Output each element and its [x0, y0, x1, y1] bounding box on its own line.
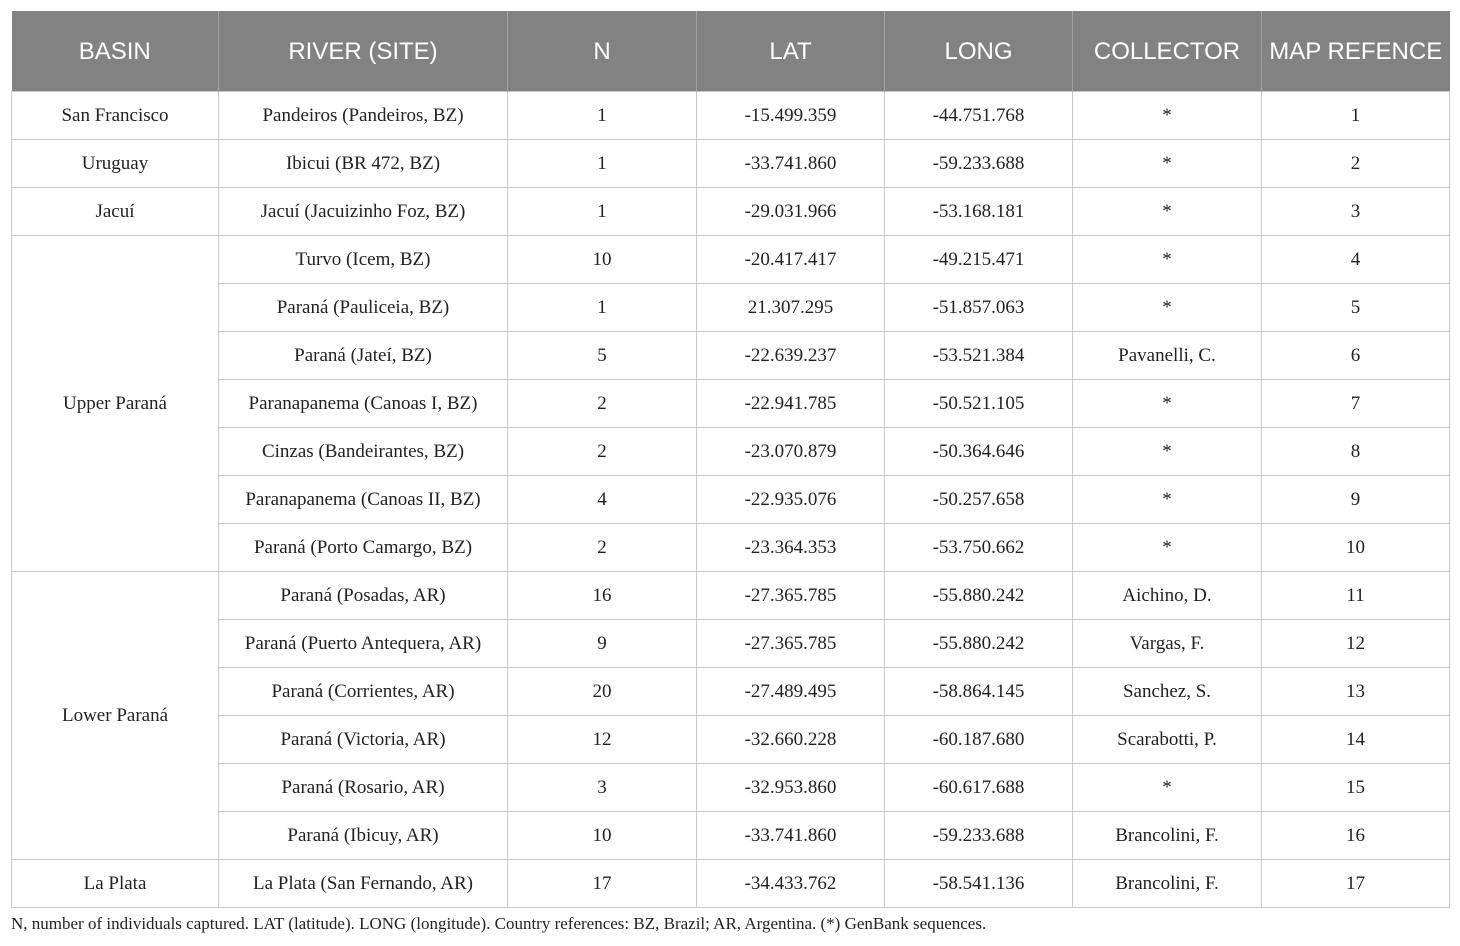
table-row — [12, 812, 1450, 860]
collector-cell: Pavanelli, C. — [1073, 332, 1262, 380]
map-reference-cell: 8 — [1262, 428, 1450, 476]
collector-cell: * — [1073, 236, 1262, 284]
long-cell: -55.880.242 — [885, 620, 1073, 668]
basin-cell: Uruguay — [12, 140, 219, 188]
long-cell: -50.257.658 — [885, 476, 1073, 524]
long-cell: -50.364.646 — [885, 428, 1073, 476]
collector-cell: Vargas, F. — [1073, 620, 1262, 668]
map-reference-cell: 14 — [1262, 716, 1450, 764]
long-cell: -51.857.063 — [885, 284, 1073, 332]
basin-cell: San Francisco — [12, 92, 219, 140]
long-cell: -53.168.181 — [885, 188, 1073, 236]
table-row — [12, 140, 1450, 188]
long-cell: -60.617.688 — [885, 764, 1073, 812]
n-cell: 10 — [508, 812, 697, 860]
river-site-cell: Paraná (Jateí, BZ) — [219, 332, 508, 380]
n-cell: 3 — [508, 764, 697, 812]
table-row — [12, 764, 1450, 812]
n-cell: 10 — [508, 236, 697, 284]
table-body — [12, 92, 1450, 908]
lat-cell: -22.935.076 — [697, 476, 885, 524]
basin-cell: Jacuí — [12, 188, 219, 236]
long-cell: -60.187.680 — [885, 716, 1073, 764]
collector-cell: * — [1073, 140, 1262, 188]
collector-cell: * — [1073, 476, 1262, 524]
lat-cell: -32.953.860 — [697, 764, 885, 812]
basin-cell: Lower Paraná — [12, 572, 219, 860]
table-row — [12, 284, 1450, 332]
map-reference-cell: 15 — [1262, 764, 1450, 812]
collector-cell: * — [1073, 188, 1262, 236]
lat-cell: -33.741.860 — [697, 140, 885, 188]
map-reference-cell: 5 — [1262, 284, 1450, 332]
table-row — [12, 428, 1450, 476]
n-cell: 1 — [508, 188, 697, 236]
lat-cell: -27.365.785 — [697, 572, 885, 620]
lat-cell: -23.070.879 — [697, 428, 885, 476]
collector-cell: * — [1073, 284, 1262, 332]
table-row — [12, 332, 1450, 380]
header-n: N — [508, 11, 697, 92]
n-cell: 1 — [508, 284, 697, 332]
river-site-cell: Paraná (Ibicuy, AR) — [219, 812, 508, 860]
lat-cell: -33.741.860 — [697, 812, 885, 860]
header-row — [12, 11, 1450, 92]
map-reference-cell: 9 — [1262, 476, 1450, 524]
basin-cell: Upper Paraná — [12, 236, 219, 572]
n-cell: 20 — [508, 668, 697, 716]
table-row — [12, 380, 1450, 428]
sampling-sites-table — [11, 11, 1450, 908]
n-cell: 17 — [508, 860, 697, 908]
n-cell: 9 — [508, 620, 697, 668]
table-row — [12, 524, 1450, 572]
table-header — [12, 11, 1450, 92]
collector-cell: * — [1073, 764, 1262, 812]
basin-cell: La Plata — [12, 860, 219, 908]
river-site-cell: Pandeiros (Pandeiros, BZ) — [219, 92, 508, 140]
header-lat: LAT — [697, 11, 885, 92]
collector-cell: Scarabotti, P. — [1073, 716, 1262, 764]
header-map-reference: MAP REFENCE — [1262, 11, 1450, 92]
table-row — [12, 668, 1450, 716]
collector-cell: Brancolini, F. — [1073, 860, 1262, 908]
collector-cell: * — [1073, 428, 1262, 476]
n-cell: 4 — [508, 476, 697, 524]
river-site-cell: Ibicui (BR 472, BZ) — [219, 140, 508, 188]
long-cell: -49.215.471 — [885, 236, 1073, 284]
collector-cell: * — [1073, 524, 1262, 572]
collector-cell: Sanchez, S. — [1073, 668, 1262, 716]
river-site-cell: Paraná (Rosario, AR) — [219, 764, 508, 812]
long-cell: -59.233.688 — [885, 140, 1073, 188]
long-cell: -53.750.662 — [885, 524, 1073, 572]
lat-cell: -15.499.359 — [697, 92, 885, 140]
table-row — [12, 860, 1450, 908]
river-site-cell: Paranapanema (Canoas II, BZ) — [219, 476, 508, 524]
header-basin: BASIN — [12, 11, 219, 92]
map-reference-cell: 1 — [1262, 92, 1450, 140]
river-site-cell: Turvo (Icem, BZ) — [219, 236, 508, 284]
long-cell: -53.521.384 — [885, 332, 1073, 380]
river-site-cell: Jacuí (Jacuizinho Foz, BZ) — [219, 188, 508, 236]
collector-cell: Aichino, D. — [1073, 572, 1262, 620]
map-reference-cell: 3 — [1262, 188, 1450, 236]
table-footnote: N, number of individuals captured. LAT (latitude). LONG (longitude). Country references: BZ, Brazil; AR, Argentina. (*) GenBank sequences. — [11, 914, 987, 933]
river-site-cell: Paraná (Posadas, AR) — [219, 572, 508, 620]
header-long: LONG — [885, 11, 1073, 92]
long-cell: -50.521.105 — [885, 380, 1073, 428]
n-cell: 2 — [508, 524, 697, 572]
lat-cell: -32.660.228 — [697, 716, 885, 764]
map-reference-cell: 11 — [1262, 572, 1450, 620]
lat-cell: -27.365.785 — [697, 620, 885, 668]
map-reference-cell: 10 — [1262, 524, 1450, 572]
n-cell: 5 — [508, 332, 697, 380]
n-cell: 1 — [508, 140, 697, 188]
sampling-sites-table-container — [11, 11, 1449, 908]
map-reference-cell: 7 — [1262, 380, 1450, 428]
n-cell: 12 — [508, 716, 697, 764]
map-reference-cell: 13 — [1262, 668, 1450, 716]
table-row — [12, 572, 1450, 620]
lat-cell: -20.417.417 — [697, 236, 885, 284]
table-row — [12, 188, 1450, 236]
table-row — [12, 236, 1450, 284]
table-row — [12, 476, 1450, 524]
header-river-site: RIVER (SITE) — [219, 11, 508, 92]
lat-cell: -22.941.785 — [697, 380, 885, 428]
river-site-cell: Paraná (Corrientes, AR) — [219, 668, 508, 716]
lat-cell: -29.031.966 — [697, 188, 885, 236]
table-row — [12, 620, 1450, 668]
river-site-cell: La Plata (San Fernando, AR) — [219, 860, 508, 908]
map-reference-cell: 6 — [1262, 332, 1450, 380]
long-cell: -55.880.242 — [885, 572, 1073, 620]
n-cell: 2 — [508, 380, 697, 428]
collector-cell: Brancolini, F. — [1073, 812, 1262, 860]
n-cell: 2 — [508, 428, 697, 476]
river-site-cell: Paraná (Puerto Antequera, AR) — [219, 620, 508, 668]
river-site-cell: Paraná (Victoria, AR) — [219, 716, 508, 764]
collector-cell: * — [1073, 380, 1262, 428]
collector-cell: * — [1073, 92, 1262, 140]
map-reference-cell: 12 — [1262, 620, 1450, 668]
lat-cell: -27.489.495 — [697, 668, 885, 716]
long-cell: -44.751.768 — [885, 92, 1073, 140]
map-reference-cell: 17 — [1262, 860, 1450, 908]
lat-cell: -34.433.762 — [697, 860, 885, 908]
n-cell: 16 — [508, 572, 697, 620]
header-collector: COLLECTOR — [1073, 11, 1262, 92]
river-site-cell: Paranapanema (Canoas I, BZ) — [219, 380, 508, 428]
lat-cell: 21.307.295 — [697, 284, 885, 332]
long-cell: -58.541.136 — [885, 860, 1073, 908]
river-site-cell: Cinzas (Bandeirantes, BZ) — [219, 428, 508, 476]
map-reference-cell: 16 — [1262, 812, 1450, 860]
table-row — [12, 716, 1450, 764]
n-cell: 1 — [508, 92, 697, 140]
long-cell: -59.233.688 — [885, 812, 1073, 860]
map-reference-cell: 2 — [1262, 140, 1450, 188]
river-site-cell: Paraná (Pauliceia, BZ) — [219, 284, 508, 332]
river-site-cell: Paraná (Porto Camargo, BZ) — [219, 524, 508, 572]
lat-cell: -22.639.237 — [697, 332, 885, 380]
long-cell: -58.864.145 — [885, 668, 1073, 716]
table-row — [12, 92, 1450, 140]
lat-cell: -23.364.353 — [697, 524, 885, 572]
map-reference-cell: 4 — [1262, 236, 1450, 284]
